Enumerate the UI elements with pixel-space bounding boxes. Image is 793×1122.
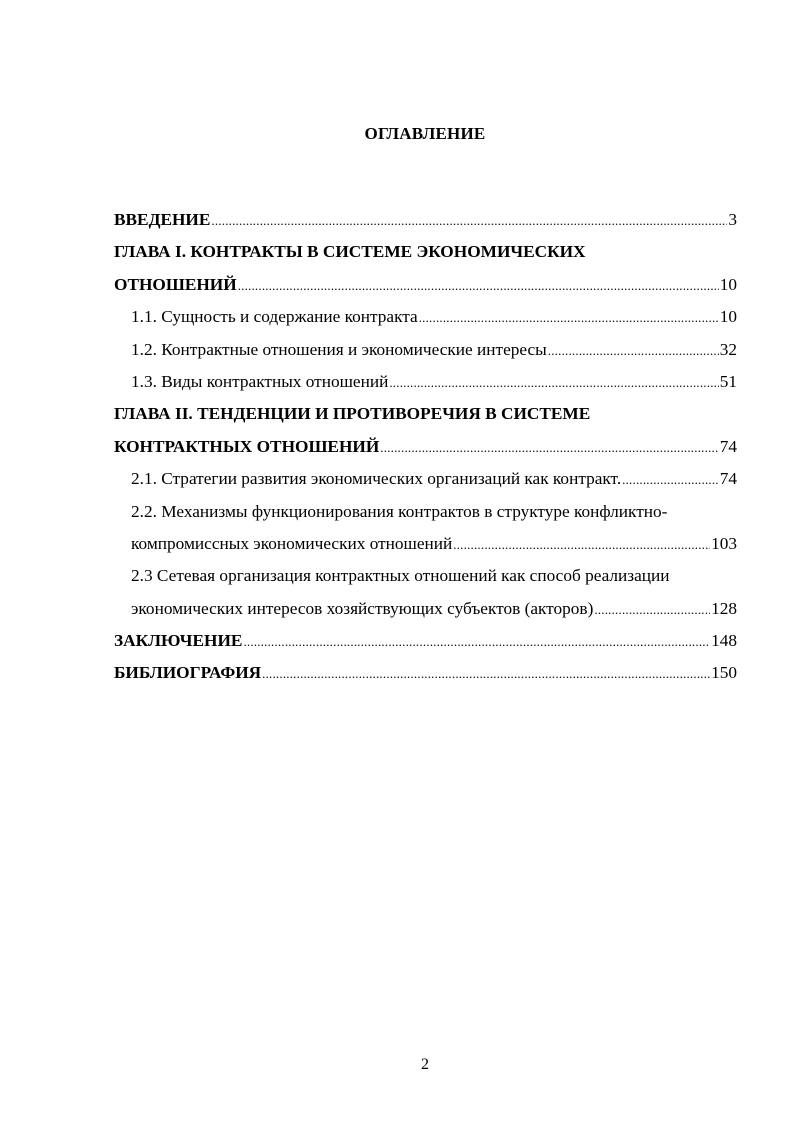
toc-entry-chapter-2-cont	[114, 436, 737, 468]
toc-entry-page: 150	[711, 663, 737, 683]
toc-entry-title: компромиссных экономических отношений	[131, 533, 453, 553]
toc-entry-title: ОТНОШЕНИЙ	[114, 274, 237, 294]
toc-leader	[238, 275, 719, 297]
toc-entry-title: ВВЕДЕНИЕ	[114, 210, 211, 229]
toc-entry-title: ГЛАВА I. КОНТРАКТЫ В СИСТЕМЕ ЭКОНОМИЧЕСКИХ	[114, 242, 586, 262]
toc-leader	[419, 307, 719, 329]
toc-entry-title: 2.2. Механизмы функционирования контрактов в структуре конфликтно-	[131, 501, 668, 521]
toc-leader	[389, 372, 718, 394]
toc-entry-page: 103	[711, 533, 737, 553]
toc-leader	[211, 210, 727, 232]
toc-entry-page: 32	[719, 339, 737, 359]
toc-entry-introduction	[114, 209, 737, 241]
toc-entry-title: экономических интересов хозяйствующих субъектов (акторов)	[131, 598, 594, 618]
toc-entry-chapter-2	[114, 403, 737, 435]
toc-entry-page: 51	[719, 371, 737, 391]
toc-entry-title: ГЛАВА II. ТЕНДЕНЦИИ И ПРОТИВОРЕЧИЯ В СИСТЕМЕ	[114, 404, 591, 424]
toc-entry-title: БИБЛИОГРАФИЯ	[114, 663, 262, 683]
toc-entry-2-1	[114, 468, 737, 500]
toc-leader	[622, 469, 719, 491]
toc-entry-1-2	[114, 339, 737, 371]
toc-entry-title: 2.1. Стратегии развития экономических организаций как контракт.	[131, 469, 622, 489]
toc-entry-title: 1.3. Виды контрактных отношений	[131, 371, 389, 391]
toc-entry-chapter-1-cont	[114, 274, 737, 306]
toc-entry-2-3	[114, 565, 737, 597]
toc-entry-2-2-cont	[114, 533, 737, 565]
toc-entry-chapter-1	[114, 241, 737, 273]
page-title: ОГЛАВЛЕНИЕ	[364, 124, 486, 143]
toc-entry-page: 3	[728, 210, 737, 229]
toc-entry-title: 1.2. Контрактные отношения и экономические интересы	[131, 339, 547, 359]
toc-entry-2-2	[114, 501, 737, 533]
toc-entry-title: КОНТРАКТНЫХ ОТНОШЕНИЙ	[114, 436, 380, 456]
toc-leader	[380, 437, 718, 459]
toc-entry-1-3	[114, 371, 737, 403]
toc-leader	[453, 534, 710, 556]
toc-entry-page: 148	[711, 631, 737, 651]
toc-entry-title: 2.3 Сетевая организация контрактных отношений как способ реализации	[131, 566, 670, 586]
toc-entry-title: 1.1. Сущность и содержание контракта	[131, 307, 418, 327]
toc-entry-page: 10	[719, 274, 737, 294]
toc-entry-page: 128	[711, 598, 737, 618]
table-of-contents	[114, 209, 737, 695]
toc-leader	[548, 340, 719, 362]
toc-entry-conclusion	[114, 630, 737, 662]
toc-entry-2-3-cont	[114, 598, 737, 630]
toc-leader	[262, 663, 710, 685]
toc-entry-page: 10	[719, 307, 737, 327]
page-number: 2	[421, 1056, 429, 1073]
toc-entry-1-1	[114, 306, 737, 338]
toc-leader	[594, 599, 710, 621]
toc-entry-title: ЗАКЛЮЧЕНИЕ	[114, 631, 243, 651]
toc-entry-page: 74	[719, 469, 737, 489]
toc-entry-page: 74	[719, 436, 737, 456]
toc-entry-bibliography	[114, 662, 737, 694]
toc-leader	[243, 631, 710, 653]
